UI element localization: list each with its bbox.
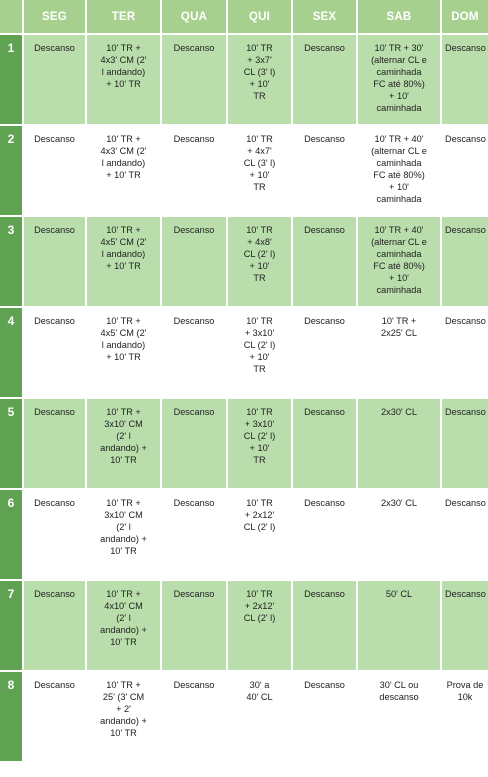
cell-qua: Descanso bbox=[162, 581, 226, 670]
cell-sab: 10' TR + 30' (alternar CL e caminhada FC até 80%) + 10' caminhada bbox=[358, 35, 440, 124]
cell-sab: 2x30' CL bbox=[358, 490, 440, 579]
cell-sex: Descanso bbox=[293, 581, 356, 670]
cell-sab: 10' TR + 2x25' CL bbox=[358, 308, 440, 397]
cell-sex: Descanso bbox=[293, 126, 356, 215]
cell-qui: 10' TR + 2x12' CL (2' l) bbox=[228, 581, 291, 670]
cell-sab: 30' CL ou descanso bbox=[358, 672, 440, 761]
cell-sex: Descanso bbox=[293, 308, 356, 397]
cell-sex: Descanso bbox=[293, 35, 356, 124]
cell-qua: Descanso bbox=[162, 399, 226, 488]
cell-seg: Descanso bbox=[24, 490, 85, 579]
cell-dom: Descanso bbox=[442, 399, 488, 488]
cell-ter: 10' TR + 4x5' CM (2' l andando) + 10' TR bbox=[87, 217, 160, 306]
cell-qui: 10' TR + 2x12' CL (2' l) bbox=[228, 490, 291, 579]
cell-dom: Prova de 10k bbox=[442, 672, 488, 761]
week-number: 7 bbox=[0, 581, 22, 670]
cell-qua: Descanso bbox=[162, 35, 226, 124]
week-number: 5 bbox=[0, 399, 22, 488]
header-sab: SAB bbox=[358, 0, 440, 33]
cell-dom: Descanso bbox=[442, 308, 488, 397]
cell-sex: Descanso bbox=[293, 217, 356, 306]
week-number: 4 bbox=[0, 308, 22, 397]
cell-seg: Descanso bbox=[24, 35, 85, 124]
header-sex: SEX bbox=[293, 0, 356, 33]
cell-sex: Descanso bbox=[293, 490, 356, 579]
cell-ter: 10' TR + 4x3' CM (2' l andando) + 10' TR bbox=[87, 35, 160, 124]
cell-qui: 10' TR + 3x10' CL (2' l) + 10' TR bbox=[228, 399, 291, 488]
cell-qua: Descanso bbox=[162, 308, 226, 397]
cell-ter: 10' TR + 4x10' CM (2' l andando) + 10' TR bbox=[87, 581, 160, 670]
cell-qui: 30' a 40' CL bbox=[228, 672, 291, 761]
cell-seg: Descanso bbox=[24, 581, 85, 670]
header-seg: SEG bbox=[24, 0, 85, 33]
cell-seg: Descanso bbox=[24, 126, 85, 215]
cell-dom: Descanso bbox=[442, 35, 488, 124]
cell-dom: Descanso bbox=[442, 581, 488, 670]
cell-seg: Descanso bbox=[24, 399, 85, 488]
cell-dom: Descanso bbox=[442, 126, 488, 215]
header-dom: DOM bbox=[442, 0, 488, 33]
cell-ter: 10' TR + 4x5' CM (2' l andando) + 10' TR bbox=[87, 308, 160, 397]
cell-sex: Descanso bbox=[293, 399, 356, 488]
week-number: 6 bbox=[0, 490, 22, 579]
cell-qua: Descanso bbox=[162, 672, 226, 761]
header-qui: QUI bbox=[228, 0, 291, 33]
week-number: 3 bbox=[0, 217, 22, 306]
cell-qua: Descanso bbox=[162, 126, 226, 215]
week-number: 2 bbox=[0, 126, 22, 215]
cell-ter: 10' TR + 3x10' CM (2' l andando) + 10' TR bbox=[87, 399, 160, 488]
cell-sab: 2x30' CL bbox=[358, 399, 440, 488]
cell-ter: 10' TR + 3x10' CM (2' l andando) + 10' TR bbox=[87, 490, 160, 579]
cell-dom: Descanso bbox=[442, 217, 488, 306]
cell-qua: Descanso bbox=[162, 217, 226, 306]
cell-ter: 10' TR + 25' (3' CM + 2' andando) + 10' TR bbox=[87, 672, 160, 761]
cell-ter: 10' TR + 4x3' CM (2' l andando) + 10' TR bbox=[87, 126, 160, 215]
cell-qua: Descanso bbox=[162, 490, 226, 579]
cell-qui: 10' TR + 4x8' CL (2' l) + 10' TR bbox=[228, 217, 291, 306]
week-number: 8 bbox=[0, 672, 22, 761]
cell-sab: 50' CL bbox=[358, 581, 440, 670]
cell-qui: 10' TR + 4x7' CL (3' l) + 10' TR bbox=[228, 126, 291, 215]
cell-sab: 10' TR + 40' (alternar CL e caminhada FC até 80%) + 10' caminhada bbox=[358, 126, 440, 215]
cell-qui: 10' TR + 3x7' CL (3' l) + 10' TR bbox=[228, 35, 291, 124]
cell-seg: Descanso bbox=[24, 672, 85, 761]
cell-dom: Descanso bbox=[442, 490, 488, 579]
cell-sab: 10' TR + 40' (alternar CL e caminhada FC até 80%) + 10' caminhada bbox=[358, 217, 440, 306]
header-corner bbox=[0, 0, 22, 33]
cell-qui: 10' TR + 3x10' CL (2' l) + 10' TR bbox=[228, 308, 291, 397]
cell-seg: Descanso bbox=[24, 308, 85, 397]
cell-sex: Descanso bbox=[293, 672, 356, 761]
week-number: 1 bbox=[0, 35, 22, 124]
header-ter: TER bbox=[87, 0, 160, 33]
header-qua: QUA bbox=[162, 0, 226, 33]
cell-seg: Descanso bbox=[24, 217, 85, 306]
